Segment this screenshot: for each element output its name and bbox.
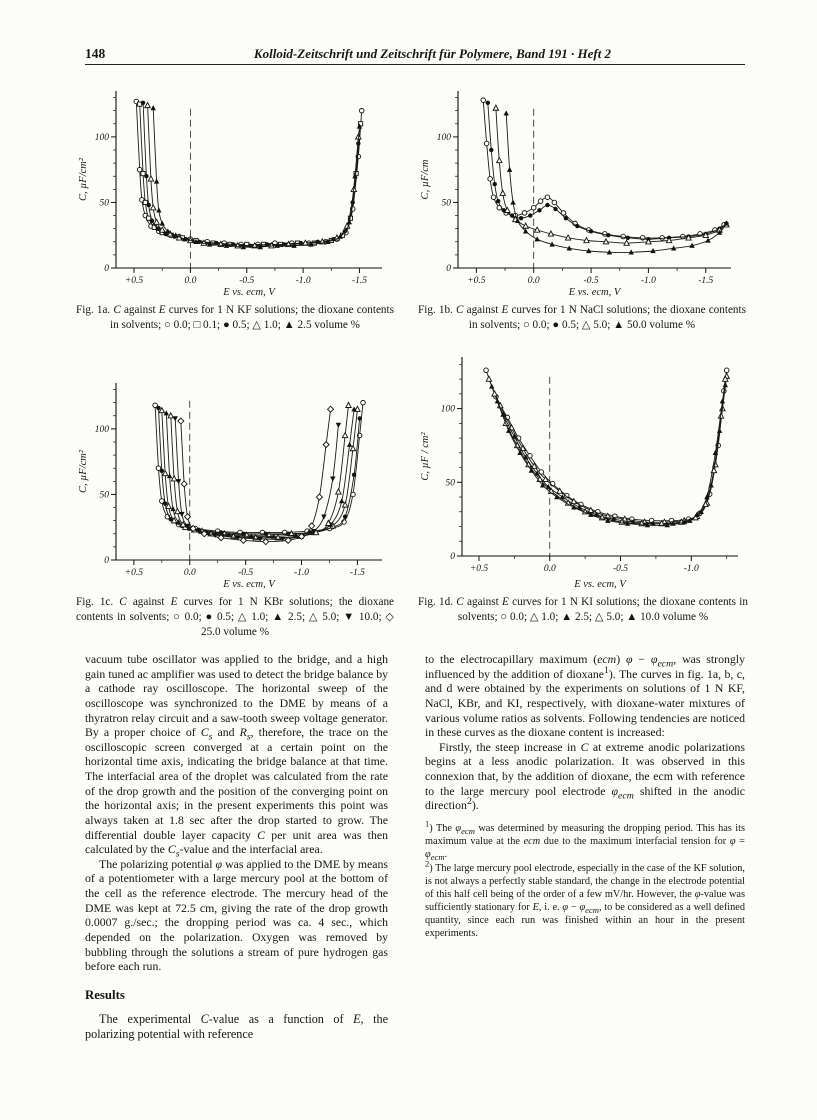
fig1d-chart bbox=[418, 352, 748, 590]
fig1a-caption: Fig. 1a. C against E curves for 1 N KF solutions; the dioxane contents in solvents; ○ 0.0; □ 0.1; ● 0.5; △ 1.0; ▲ 2.5 volume % bbox=[76, 304, 394, 331]
results-heading: Results bbox=[85, 987, 125, 1002]
body-paragraph: vacuum tube oscillator was applied to the bridge, and a high gain tuned ac amplifier was used to detect the bridge balance by a cathode ray oscilloscope. The horizontal sweep of the oscilloscope was synchronized to the DME by means of a thyratron relay circuit and a saw-tooth sweep voltage generator. By a proper choice of $C_s$ and $R_s$, therefore, the trace on the oscilloscopic screen converged at a certain point on the horizontal time axis, indicating the bridge balance at that time. The interfacial area of the droplet was calculated from the rate of the drop growth and the position of the converging point on the horizontal axis; in the present experiments this point was always taken at 1.8 sec after the drop started to grow. The differential double layer capacity C per unit area was then calculated by the $C_s$-value and the interfacial area. bbox=[85, 652, 388, 860]
svg-text:E vs. ecm, V: E vs. ecm, V bbox=[223, 287, 275, 298]
svg-text:0.0: 0.0 bbox=[527, 276, 540, 286]
fig1a-chart bbox=[76, 86, 391, 298]
svg-text:-1.5: -1.5 bbox=[351, 276, 367, 286]
svg-text:-1.0: -1.0 bbox=[683, 564, 699, 574]
figure-1d bbox=[418, 352, 748, 625]
svg-text:E vs. ecm, V: E vs. ecm, V bbox=[568, 287, 621, 298]
svg-text:+0.5: +0.5 bbox=[124, 276, 144, 286]
svg-text:0: 0 bbox=[450, 552, 455, 562]
body-paragraph: to the electrocapillary maximum (ecm) $\varphi - \varphi_{ecm}$, was strongly influenced by the addition of dioxane$^1$). The curves in fig. 1a, b, c, and d were obtained by the experiments on solutions of 1 N KF, NaCl, KBr, and KI, respectively, with dioxane-water mixtures of various volume ratios as solvents. Following tendencies are noticed in these curves as the dioxane content is increased: bbox=[425, 652, 745, 740]
svg-text:E vs. ecm, V: E vs. ecm, V bbox=[574, 579, 626, 590]
svg-text:C, µF/cm²: C, µF/cm² bbox=[78, 157, 89, 202]
fig1c-chart bbox=[76, 378, 391, 590]
fig1c-caption: Fig. 1c. C against E curves for 1 N KBr solutions; the dioxane contents in solvents; ○ 0.0; ● 0.5; △ 1.0; ▲ 2.5; △ 5.0; ▼ 10.0; ◇ 25.0 volume % bbox=[76, 596, 394, 638]
body-paragraph: The experimental C-value as a function of E, the polarizing potential with reference bbox=[85, 1011, 388, 1041]
fig1b-caption: Fig. 1b. C against E curves for 1 N NaCl solutions; the dioxane contents in solvents; ○ 0.0; ● 0.5; △ 5.0; ▲ 50.0 volume % bbox=[418, 304, 746, 331]
svg-text:0: 0 bbox=[104, 556, 109, 566]
svg-text:-1.5: -1.5 bbox=[698, 276, 714, 286]
footnote-2: $^2$) The large mercury pool electrode, especially in the case of the KF solution, is not always a perfectly stable standard, the change in the electrode potential of this half cell being of the order of a few mV/hr. However, the φ-value was sufficiently stationary for E, i. e. $\varphi - \varphi_{ecm}$, to be considered as a well defined quantity, since each run was finished within an hour in the present experiments. bbox=[425, 859, 745, 939]
fig1b-chart bbox=[418, 86, 740, 298]
svg-text:+0.5: +0.5 bbox=[469, 564, 489, 574]
figure-1c bbox=[76, 378, 394, 639]
svg-text:-1.0: -1.0 bbox=[294, 568, 310, 578]
svg-text:0: 0 bbox=[446, 264, 451, 274]
fig1d-caption: Fig. 1d. C against E curves for 1 N KI solutions; the dioxane contents in solvents; ○ 0.0; △ 1.0; ▲ 2.5; △ 5.0; ▲ 10.0 volume % bbox=[418, 596, 748, 623]
svg-text:0: 0 bbox=[104, 264, 109, 274]
svg-text:+0.5: +0.5 bbox=[124, 568, 144, 578]
svg-text:50: 50 bbox=[99, 490, 109, 501]
svg-text:C, µF / cm²: C, µF / cm² bbox=[420, 432, 431, 481]
svg-text:-1.5: -1.5 bbox=[349, 568, 365, 578]
svg-text:50: 50 bbox=[445, 478, 455, 489]
body-right-column bbox=[425, 652, 745, 943]
svg-text:-0.5: -0.5 bbox=[238, 568, 254, 578]
svg-text:50: 50 bbox=[99, 198, 109, 209]
svg-text:0.0: 0.0 bbox=[543, 564, 556, 574]
svg-text:+0.5: +0.5 bbox=[467, 276, 486, 286]
body-paragraph: The polarizing potential φ was applied to the DME by means of a potentiometer with a large mercury pool at the bottom of the cell as the reference electrode. The mercury head of the DME was kept at 72.5 cm, giving the rate of the drop growth 0.0007 g./sec.; the dropping period was ca. 4 sec., which depended on the polarization. Oxygen was removed by bubbling through the solutions a stream of pure hydrogen gas before each run. bbox=[85, 856, 389, 974]
svg-text:100: 100 bbox=[436, 132, 451, 143]
svg-text:-0.5: -0.5 bbox=[612, 564, 629, 574]
journal-title: Kolloid-Zeitschrift und Zeitschrift für Polymere, Band 191 · Heft 2 bbox=[253, 46, 612, 61]
svg-text:C, µF/cm: C, µF/cm bbox=[420, 159, 431, 200]
svg-text:-0.5: -0.5 bbox=[583, 276, 599, 286]
svg-text:-0.5: -0.5 bbox=[239, 276, 255, 286]
figure-1a bbox=[76, 86, 394, 333]
svg-text:50: 50 bbox=[441, 198, 451, 209]
footnote-1: $^1$) The $\varphi_{ecm}$ was determined by measuring the dropping period. This has its maximum value at the ecm due to the maximum interfacial tension for $\varphi = \varphi_{ecm}$. bbox=[425, 818, 745, 862]
svg-text:E vs. ecm, V: E vs. ecm, V bbox=[223, 579, 275, 590]
svg-text:0.0: 0.0 bbox=[184, 276, 197, 286]
svg-text:100: 100 bbox=[94, 424, 109, 435]
svg-text:100: 100 bbox=[440, 404, 455, 415]
svg-text:0.0: 0.0 bbox=[183, 568, 196, 578]
svg-text:-1.0: -1.0 bbox=[640, 276, 656, 286]
svg-text:100: 100 bbox=[94, 132, 109, 143]
figure-1b bbox=[418, 86, 746, 333]
body-left-column bbox=[85, 652, 388, 1042]
page-number: 148 bbox=[85, 46, 106, 61]
svg-text:C, µF/cm²: C, µF/cm² bbox=[78, 449, 89, 494]
body-paragraph: Firstly, the steep increase in C at extreme anodic polarizations begins at a less anodic polarization. It was observed in this connexion that, by the addition of dioxane, the ecm with reference to the large mercury pool electrode $\varphi_{ecm}$ shifted in the anodic direction$^2$). bbox=[425, 739, 745, 813]
header-rule bbox=[85, 64, 745, 65]
svg-text:-1.0: -1.0 bbox=[295, 276, 311, 286]
footnotes bbox=[425, 818, 745, 941]
